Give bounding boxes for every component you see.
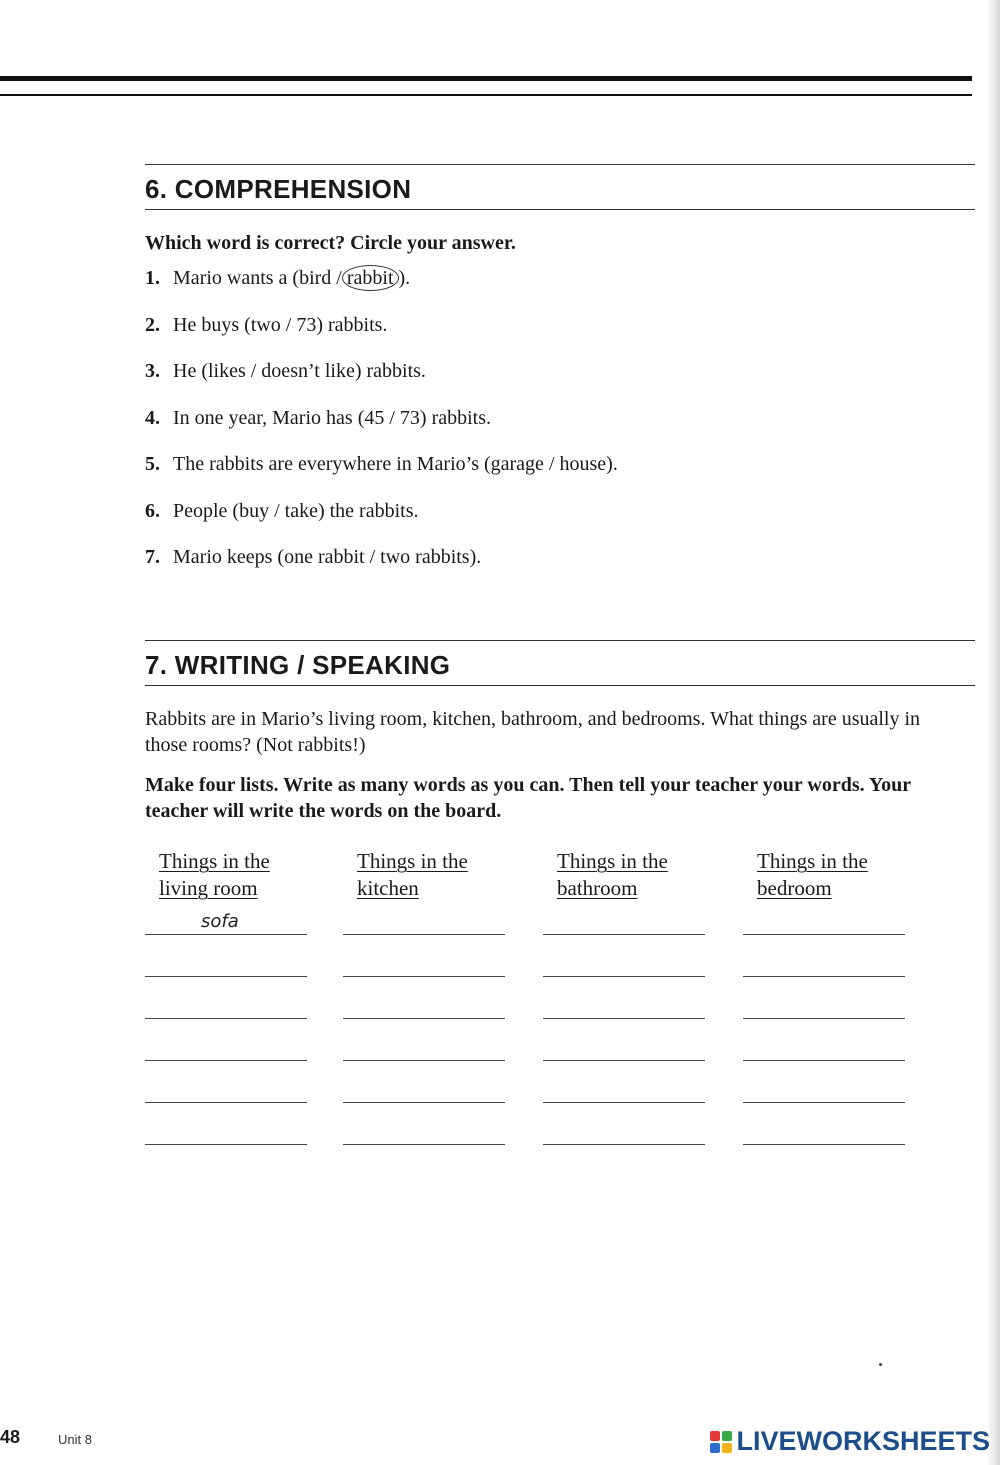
answer-line[interactable] — [343, 904, 505, 935]
liveworksheets-icon — [710, 1431, 732, 1453]
top-rule-thick — [0, 76, 972, 81]
question-number: 1. — [145, 267, 160, 289]
column-heading: Things in the bathroom — [557, 849, 668, 900]
answer-line[interactable] — [543, 946, 705, 977]
question-number: 2. — [145, 313, 160, 336]
list-bedroom — [743, 848, 905, 902]
list-living-room — [145, 848, 307, 932]
answer-line[interactable] — [743, 1114, 905, 1145]
list-kitchen — [343, 848, 505, 902]
question-item — [145, 534, 975, 581]
answer-line[interactable] — [543, 904, 705, 935]
question-text[interactable]: People (buy / take) the rabbits. — [173, 499, 419, 522]
unit-label: Unit 8 — [58, 1432, 92, 1447]
page-edge-shadow — [986, 0, 1000, 1465]
page-number: 48 — [0, 1427, 21, 1447]
top-rule-thin — [0, 94, 972, 96]
answer-line[interactable] — [743, 1030, 905, 1061]
answer-line[interactable] — [743, 946, 905, 977]
answer-line[interactable] — [743, 988, 905, 1019]
answer-line[interactable] — [145, 946, 307, 977]
writing-section — [145, 640, 975, 824]
comprehension-section — [145, 164, 975, 581]
column-heading: Things in the bedroom — [757, 849, 868, 900]
question-item — [145, 302, 975, 349]
comprehension-instruction: Which word is correct? Circle your answer. — [145, 232, 516, 254]
question-text[interactable]: In one year, Mario has (45 / 73) rabbits. — [173, 406, 491, 429]
handwritten-answer: sofa — [201, 911, 239, 932]
question-item — [145, 395, 975, 442]
answer-line[interactable] — [145, 988, 307, 1019]
column-heading: Things in the kitchen — [357, 849, 468, 900]
question-number: 3. — [145, 360, 160, 382]
question-text[interactable]: He buys (two / 73) rabbits. — [173, 313, 388, 336]
brand-text: LIVEWORKSHEETS — [736, 1426, 990, 1456]
answer-line[interactable] — [343, 946, 505, 977]
question-text[interactable]: The rabbits are everywhere in Mario’s (garage / house). — [173, 453, 618, 475]
circled-answer[interactable]: rabbit — [342, 265, 399, 291]
answer-line[interactable] — [743, 904, 905, 935]
liveworksheets-logo[interactable] — [710, 1426, 990, 1457]
question-number: 5. — [145, 453, 160, 475]
column-heading: Things in the living room — [159, 849, 270, 900]
comprehension-header — [145, 164, 975, 210]
answer-line[interactable] — [145, 1114, 307, 1145]
writing-header — [145, 640, 975, 686]
question-list — [145, 255, 975, 581]
answer-line[interactable] — [343, 1114, 505, 1145]
answer-line[interactable] — [543, 988, 705, 1019]
question-text[interactable]: Mario keeps (one rabbit / two rabbits). — [173, 546, 482, 568]
section-title: 6. COMPREHENSION — [145, 174, 412, 204]
question-number: 4. — [145, 406, 160, 429]
answer-line[interactable] — [543, 1072, 705, 1103]
question-text: Mario wants a (bird / — [173, 267, 342, 289]
question-number: 6. — [145, 499, 160, 522]
answer-line[interactable] — [343, 988, 505, 1019]
writing-instruction: Make four lists. Write as many words as you can. Then tell your teacher your words. Your teacher will write the words on the board. — [145, 774, 911, 822]
question-text[interactable]: He (likes / doesn’t like) rabbits. — [173, 360, 426, 382]
question-number: 7. — [145, 546, 160, 568]
answer-line[interactable] — [145, 1030, 307, 1061]
speck — [879, 1363, 882, 1366]
question-item — [145, 441, 975, 488]
answer-line[interactable] — [743, 1072, 905, 1103]
list-bathroom — [543, 848, 705, 902]
question-item — [145, 488, 975, 535]
answer-line[interactable] — [145, 904, 307, 935]
answer-line[interactable] — [343, 1030, 505, 1061]
question-item — [145, 348, 975, 395]
answer-line[interactable] — [543, 1114, 705, 1145]
answer-line[interactable] — [343, 1072, 505, 1103]
question-text-end: ). — [398, 267, 411, 289]
answer-line[interactable] — [145, 1072, 307, 1103]
question-item — [145, 255, 975, 302]
answer-line[interactable] — [543, 1030, 705, 1061]
section-title: 7. WRITING / SPEAKING — [145, 650, 451, 680]
writing-paragraph: Rabbits are in Mario’s living room, kitchen, bathroom, and bedrooms. What things are usually in those rooms? (Not rabbits!) — [145, 708, 921, 756]
